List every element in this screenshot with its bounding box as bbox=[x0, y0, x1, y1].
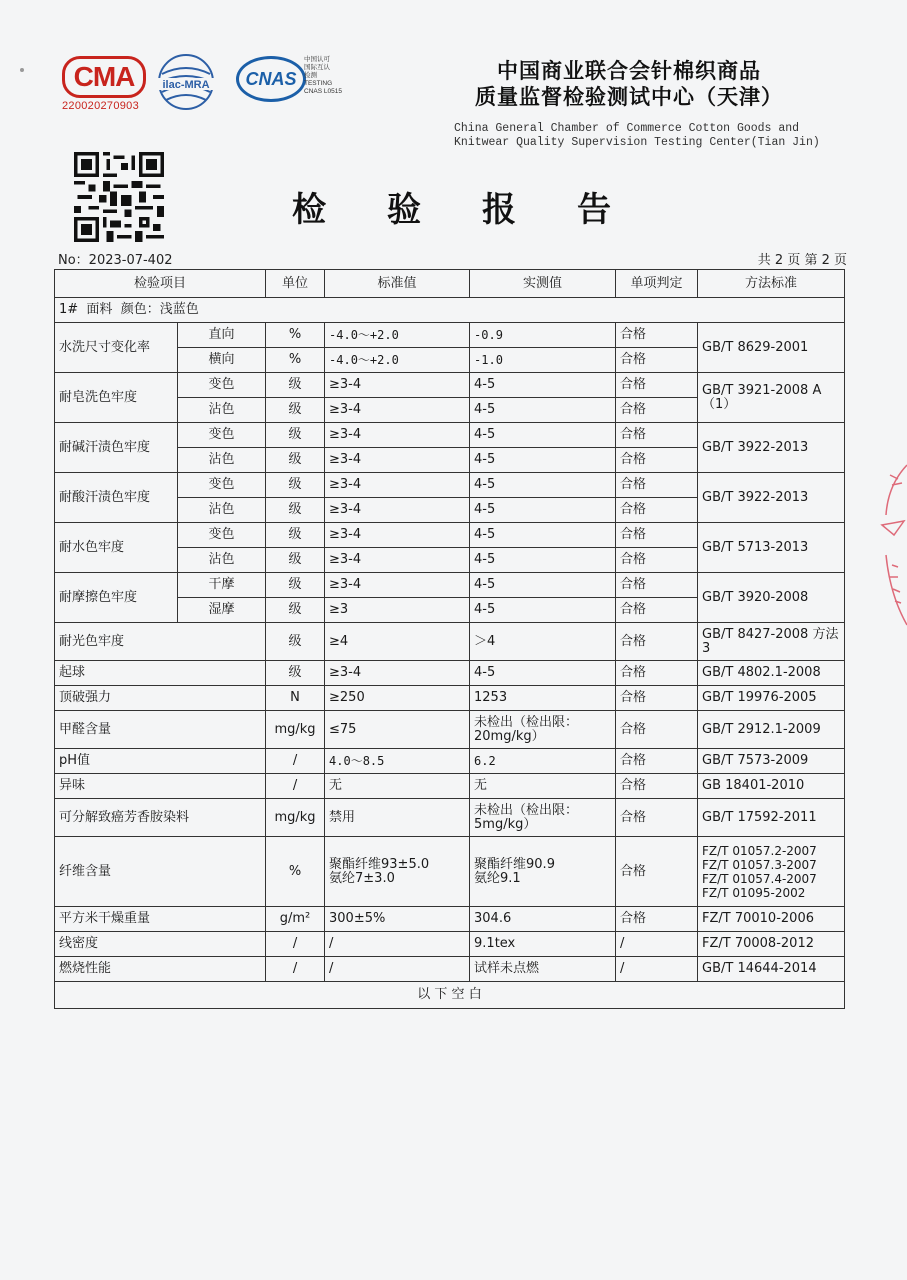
item-name: 耐水色牢度 bbox=[55, 523, 178, 573]
table-row bbox=[55, 907, 845, 932]
item-name: 线密度 bbox=[55, 932, 266, 957]
item-name: 耐碱汗渍色牢度 bbox=[55, 423, 178, 473]
method-line: FZ/T 01057.2-2007 bbox=[702, 843, 817, 858]
measured-value: 6.2 bbox=[470, 749, 616, 774]
standard-value: -4.0～+2.0 bbox=[325, 323, 470, 348]
verdict: 合格 bbox=[616, 473, 698, 498]
qr-code-icon bbox=[74, 152, 164, 242]
method-standard: GB/T 3922-2013 bbox=[698, 423, 845, 473]
cma-mark: CMA bbox=[62, 56, 146, 98]
standard-value-line: 氨纶7±3.0 bbox=[329, 870, 395, 886]
method-standard: GB/T 14644-2014 bbox=[698, 957, 845, 982]
verdict: / bbox=[616, 932, 698, 957]
measured-value: 4-5 bbox=[470, 423, 616, 448]
item-name: 甲醛含量 bbox=[55, 711, 266, 749]
standard-value: 4.0～8.5 bbox=[325, 749, 470, 774]
measured-value: ＞4 bbox=[470, 623, 616, 661]
unit: / bbox=[266, 749, 325, 774]
unit: % bbox=[266, 323, 325, 348]
table-row bbox=[55, 774, 845, 799]
method-standard: GB/T 2912.1-2009 bbox=[698, 711, 845, 749]
method-line: FZ/T 01095-2002 bbox=[702, 885, 806, 900]
table-footer-row bbox=[55, 982, 845, 1009]
method-standard: GB/T 3920-2008 bbox=[698, 573, 845, 623]
item-name: 顶破强力 bbox=[55, 686, 266, 711]
measured-value bbox=[470, 837, 616, 907]
unit: / bbox=[266, 774, 325, 799]
sub-item: 变色 bbox=[178, 373, 266, 398]
unit: 级 bbox=[266, 373, 325, 398]
standard-value: ≥250 bbox=[325, 686, 470, 711]
cnas-logo bbox=[236, 56, 342, 102]
sub-item: 沾色 bbox=[178, 548, 266, 573]
measured-value: -1.0 bbox=[470, 348, 616, 373]
verdict: 合格 bbox=[616, 373, 698, 398]
standard-value: ≥3-4 bbox=[325, 423, 470, 448]
svg-text:ilac-MRA: ilac-MRA bbox=[162, 79, 210, 91]
method-standard: GB/T 17592-2011 bbox=[698, 799, 845, 837]
item-name: 耐酸汗渍色牢度 bbox=[55, 473, 178, 523]
method-standard bbox=[698, 837, 845, 907]
standard-value: -4.0～+2.0 bbox=[325, 348, 470, 373]
measured-value: 4-5 bbox=[470, 523, 616, 548]
table-row bbox=[55, 799, 845, 837]
standard-value: 300±5% bbox=[325, 907, 470, 932]
verdict: 合格 bbox=[616, 837, 698, 907]
method-standard: GB 18401-2010 bbox=[698, 774, 845, 799]
standard-value: ≥3-4 bbox=[325, 573, 470, 598]
measured-value: 无 bbox=[470, 774, 616, 799]
unit: 级 bbox=[266, 473, 325, 498]
measured-value: 4-5 bbox=[470, 573, 616, 598]
unit: 级 bbox=[266, 598, 325, 623]
header-item: 检验项目 bbox=[55, 270, 266, 298]
verdict: 合格 bbox=[616, 448, 698, 473]
verdict: 合格 bbox=[616, 498, 698, 523]
cma-number: 220020270903 bbox=[62, 100, 140, 112]
method-standard: GB/T 3921-2008 A（1） bbox=[698, 373, 845, 423]
table-row bbox=[55, 423, 845, 448]
unit: 级 bbox=[266, 623, 325, 661]
measured-value: 4-5 bbox=[470, 448, 616, 473]
unit: 级 bbox=[266, 573, 325, 598]
table-row bbox=[55, 623, 845, 661]
verdict: 合格 bbox=[616, 423, 698, 448]
standard-value-line: 聚酯纤维93±5.0 bbox=[329, 856, 430, 872]
header-verdict: 单项判定 bbox=[616, 270, 698, 298]
verdict: 合格 bbox=[616, 323, 698, 348]
sub-item: 横向 bbox=[178, 348, 266, 373]
verdict: 合格 bbox=[616, 573, 698, 598]
table-header-row bbox=[55, 270, 845, 298]
method-standard: GB/T 19976-2005 bbox=[698, 686, 845, 711]
table-row bbox=[55, 323, 845, 348]
sub-item: 变色 bbox=[178, 473, 266, 498]
method-standard: FZ/T 70010-2006 bbox=[698, 907, 845, 932]
verdict: 合格 bbox=[616, 398, 698, 423]
verdict: 合格 bbox=[616, 711, 698, 749]
table-row bbox=[55, 711, 845, 749]
cma-logo bbox=[62, 56, 146, 112]
header-measured: 实测值 bbox=[470, 270, 616, 298]
unit: 级 bbox=[266, 523, 325, 548]
verdict: 合格 bbox=[616, 548, 698, 573]
standard-value: ≥3-4 bbox=[325, 373, 470, 398]
measured-value-line: 氨纶9.1 bbox=[474, 870, 521, 886]
standard-value: 无 bbox=[325, 774, 470, 799]
table-row bbox=[55, 573, 845, 598]
item-name: 起球 bbox=[55, 661, 266, 686]
report-number: No：2023-07-402 bbox=[58, 253, 173, 268]
measured-value: 1253 bbox=[470, 686, 616, 711]
item-name: 燃烧性能 bbox=[55, 957, 266, 982]
verdict: 合格 bbox=[616, 799, 698, 837]
measured-value: 4-5 bbox=[470, 598, 616, 623]
ilac-mra-logo bbox=[154, 52, 218, 112]
partial-seal-stamp bbox=[868, 455, 907, 635]
standard-value bbox=[325, 837, 470, 907]
verdict: 合格 bbox=[616, 523, 698, 548]
unit: / bbox=[266, 932, 325, 957]
method-standard: FZ/T 70008-2012 bbox=[698, 932, 845, 957]
organization-name-cn: 中国商业联合会针棉织商品 质量监督检验测试中心（天津） bbox=[475, 58, 783, 109]
unit: 级 bbox=[266, 448, 325, 473]
verdict: 合格 bbox=[616, 661, 698, 686]
verdict: 合格 bbox=[616, 348, 698, 373]
measured-value: 未检出（检出限：20mg/kg） bbox=[470, 711, 616, 749]
verdict: 合格 bbox=[616, 907, 698, 932]
measured-value: 4-5 bbox=[470, 473, 616, 498]
cnas-mark: CNAS bbox=[236, 56, 306, 102]
unit: 级 bbox=[266, 498, 325, 523]
scan-speck bbox=[20, 68, 24, 72]
method-line: FZ/T 01057.4-2007 bbox=[702, 871, 817, 886]
verdict: 合格 bbox=[616, 598, 698, 623]
verdict: 合格 bbox=[616, 686, 698, 711]
standard-value: / bbox=[325, 957, 470, 982]
sub-item: 直向 bbox=[178, 323, 266, 348]
table-row bbox=[55, 373, 845, 398]
table-row bbox=[55, 837, 845, 907]
standard-value: ≥3-4 bbox=[325, 523, 470, 548]
method-standard: GB/T 8629-2001 bbox=[698, 323, 845, 373]
measured-value: 304.6 bbox=[470, 907, 616, 932]
method-standard: GB/T 7573-2009 bbox=[698, 749, 845, 774]
cnas-accreditation-text: 中国认可 国际互认 检测 TESTING CNAS L0515 bbox=[304, 56, 342, 95]
measured-value: -0.9 bbox=[470, 323, 616, 348]
sub-item: 变色 bbox=[178, 523, 266, 548]
method-standard: GB/T 3922-2013 bbox=[698, 473, 845, 523]
standard-value: / bbox=[325, 932, 470, 957]
sub-item: 沾色 bbox=[178, 398, 266, 423]
organization-name-en: China General Chamber of Commerce Cotton Goods and Knitwear Quality Supervision Testing Center(Tian Jin) bbox=[454, 122, 820, 149]
header-method: 方法标准 bbox=[698, 270, 845, 298]
standard-value: ≥3 bbox=[325, 598, 470, 623]
sub-item: 沾色 bbox=[178, 448, 266, 473]
item-name: 纤维含量 bbox=[55, 837, 266, 907]
table-row bbox=[55, 523, 845, 548]
item-name: 耐皂洗色牢度 bbox=[55, 373, 178, 423]
item-name: 可分解致癌芳香胺染料 bbox=[55, 799, 266, 837]
table-row bbox=[55, 686, 845, 711]
measured-value: 4-5 bbox=[470, 398, 616, 423]
standard-value: ≥3-4 bbox=[325, 398, 470, 423]
end-of-report-note: 以 下 空 白 bbox=[55, 982, 845, 1009]
unit: N bbox=[266, 686, 325, 711]
item-name: 异味 bbox=[55, 774, 266, 799]
unit: 级 bbox=[266, 661, 325, 686]
verdict: 合格 bbox=[616, 774, 698, 799]
unit: / bbox=[266, 957, 325, 982]
measured-value: 4-5 bbox=[470, 373, 616, 398]
measured-value-line: 聚酯纤维90.9 bbox=[474, 856, 555, 872]
header-standard: 标准值 bbox=[325, 270, 470, 298]
unit: g/m² bbox=[266, 907, 325, 932]
item-name: 平方米干燥重量 bbox=[55, 907, 266, 932]
item-name: 耐光色牢度 bbox=[55, 623, 266, 661]
method-standard: GB/T 8427-2008 方法3 bbox=[698, 623, 845, 661]
verdict: / bbox=[616, 957, 698, 982]
sub-item: 干摩 bbox=[178, 573, 266, 598]
standard-value: ≥3-4 bbox=[325, 498, 470, 523]
table-row bbox=[55, 749, 845, 774]
item-name: 耐摩擦色牢度 bbox=[55, 573, 178, 623]
sub-item: 沾色 bbox=[178, 498, 266, 523]
standard-value: ≥3-4 bbox=[325, 448, 470, 473]
verdict: 合格 bbox=[616, 749, 698, 774]
table-row bbox=[55, 661, 845, 686]
measured-value: 4-5 bbox=[470, 498, 616, 523]
table-row bbox=[55, 473, 845, 498]
method-standard: GB/T 5713-2013 bbox=[698, 523, 845, 573]
standard-value: ≥3-4 bbox=[325, 473, 470, 498]
measured-value: 未检出（检出限：5mg/kg） bbox=[470, 799, 616, 837]
method-line: FZ/T 01057.3-2007 bbox=[702, 857, 817, 872]
verdict: 合格 bbox=[616, 623, 698, 661]
test-results-table bbox=[54, 269, 845, 1009]
sub-item: 湿摩 bbox=[178, 598, 266, 623]
measured-value: 4-5 bbox=[470, 661, 616, 686]
method-standard: GB/T 4802.1-2008 bbox=[698, 661, 845, 686]
standard-value: ≤75 bbox=[325, 711, 470, 749]
sub-item: 变色 bbox=[178, 423, 266, 448]
unit: 级 bbox=[266, 398, 325, 423]
measured-value: 9.1tex bbox=[470, 932, 616, 957]
page-info: 共 2 页 第 2 页 bbox=[757, 253, 847, 268]
unit: % bbox=[266, 837, 325, 907]
standard-value: ≥3-4 bbox=[325, 661, 470, 686]
report-title: 检 验 报 告 bbox=[292, 190, 611, 230]
sample-row bbox=[55, 298, 845, 323]
table-row bbox=[55, 957, 845, 982]
unit: mg/kg bbox=[266, 711, 325, 749]
unit: mg/kg bbox=[266, 799, 325, 837]
sample-description: 1# 面料 颜色：浅蓝色 bbox=[55, 298, 845, 323]
unit: % bbox=[266, 348, 325, 373]
unit: 级 bbox=[266, 423, 325, 448]
unit: 级 bbox=[266, 548, 325, 573]
table-row bbox=[55, 932, 845, 957]
item-name: 水洗尺寸变化率 bbox=[55, 323, 178, 373]
header-unit: 单位 bbox=[266, 270, 325, 298]
standard-value: 禁用 bbox=[325, 799, 470, 837]
measured-value: 4-5 bbox=[470, 548, 616, 573]
standard-value: ≥4 bbox=[325, 623, 470, 661]
measured-value: 试样未点燃 bbox=[470, 957, 616, 982]
item-name: pH值 bbox=[55, 749, 266, 774]
standard-value: ≥3-4 bbox=[325, 548, 470, 573]
